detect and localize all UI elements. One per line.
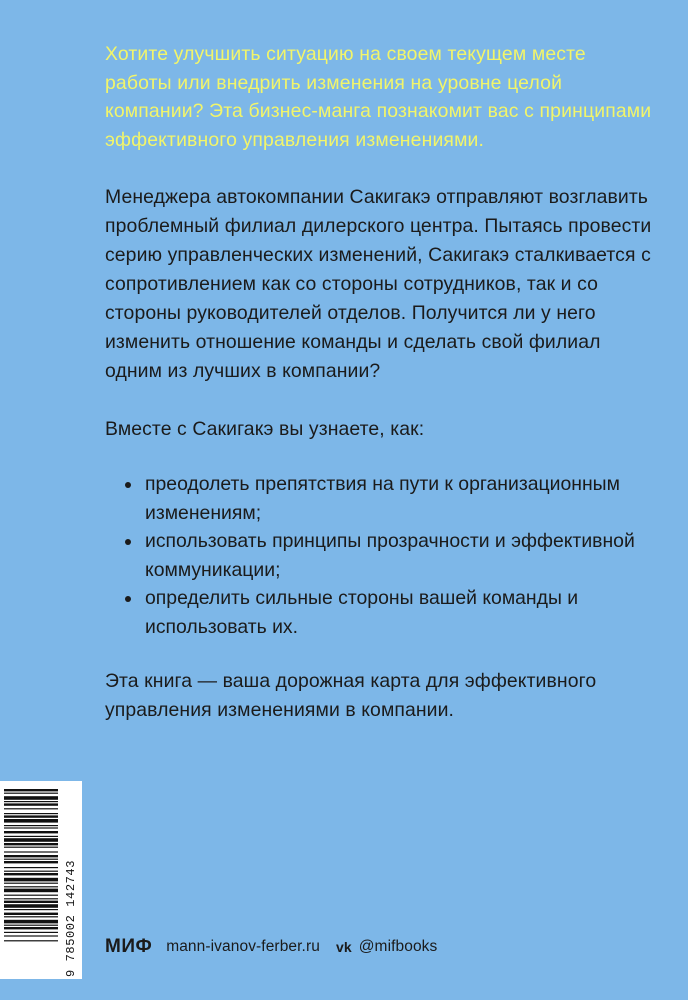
- barcode-bar: [4, 813, 58, 814]
- learning-intro: Вместе с Сакигакэ вы узнаете, как:: [105, 418, 425, 440]
- barcode-bar: [4, 871, 58, 872]
- barcode-bar: [4, 855, 58, 857]
- barcode-bar: [4, 838, 58, 842]
- isbn-barcode: [0, 781, 82, 979]
- bullet-icon: [125, 539, 131, 545]
- bullet-icon: [125, 596, 131, 602]
- barcode-bar: [4, 940, 58, 941]
- barcode-bar: [4, 927, 58, 929]
- barcode-bar: [4, 801, 58, 802]
- barcode-bar: [4, 904, 58, 908]
- barcode-bar: [4, 867, 58, 868]
- barcode-bar: [4, 873, 58, 875]
- barcode-bar: [4, 831, 58, 833]
- social-handle-link[interactable]: @mifbooks: [358, 938, 438, 955]
- barcode-bar: [4, 895, 58, 896]
- barcode-bar: [4, 920, 58, 924]
- barcode-bar: [4, 925, 58, 926]
- barcode-bar: [4, 815, 58, 817]
- barcode-bar: [4, 819, 58, 823]
- barcode-bar: [4, 935, 58, 936]
- barcode-bar: [4, 825, 58, 826]
- barcode-bar: [4, 836, 58, 837]
- barcode-bar: [4, 827, 58, 828]
- barcode-bar: [4, 883, 58, 884]
- barcode-bar: [4, 916, 58, 917]
- publisher-footer: [105, 934, 437, 960]
- closing-paragraph: Эта книга — ваша дорожная карта для эффективного управления изменениями в компании.: [105, 670, 597, 721]
- barcode-bars: [0, 781, 60, 979]
- list-item: преодолеть препятствия на пути к организационным изменениям;: [105, 470, 665, 527]
- barcode-bar: [4, 861, 58, 863]
- barcode-bar: [4, 913, 58, 915]
- barcode-bar: [4, 796, 58, 800]
- description-paragraph: Менеджера автокомпании Сакигакэ отправляют возглавить проблемный филиал дилерского центра. Пытаясь провести серию управленческих изменений, Сакигакэ сталкивается с сопротивлением как со стороны сотрудников, так и со стороны руководителей отделов. Получится ли у него изменить отношение команды и сделать свой филиал одним из лучших в компании?: [105, 186, 652, 382]
- barcode-bar: [4, 851, 58, 852]
- barcode-bar: [4, 878, 58, 882]
- barcode-bar: [4, 886, 58, 887]
- barcode-bar: [4, 889, 58, 893]
- bullet-icon: [125, 482, 131, 488]
- list-item: использовать принципы прозрачности и эффективной коммуникации;: [105, 527, 665, 584]
- barcode-bar: [4, 909, 58, 910]
- barcode-bar: [4, 803, 58, 805]
- publisher-website-link[interactable]: mann-ivanov-ferber.ru: [166, 938, 320, 955]
- barcode-bar: [4, 843, 58, 845]
- barcode-bar: [4, 859, 58, 860]
- vk-icon: vk: [335, 939, 352, 955]
- isbn-number: 9 785002 142743: [64, 859, 78, 977]
- barcode-bar: [4, 932, 58, 933]
- lead-text: Хотите улучшить ситуацию на своем текущем месте работы или внедрить изменения на уровне целой компании? Эта бизнес-манга познакомит вас с принципами эффективного управления изменениями.: [105, 43, 652, 151]
- publisher-logo: МИФ: [105, 936, 153, 957]
- barcode-bar: [4, 808, 58, 809]
- barcode-bar: [4, 901, 58, 903]
- barcode-bar: [4, 793, 58, 794]
- barcode-bar: [4, 847, 58, 848]
- barcode-bar: [4, 789, 58, 791]
- barcode-bar: [4, 898, 58, 899]
- list-item: определить сильные стороны вашей команды и использовать их.: [105, 584, 665, 641]
- learning-points-list: [105, 470, 665, 641]
